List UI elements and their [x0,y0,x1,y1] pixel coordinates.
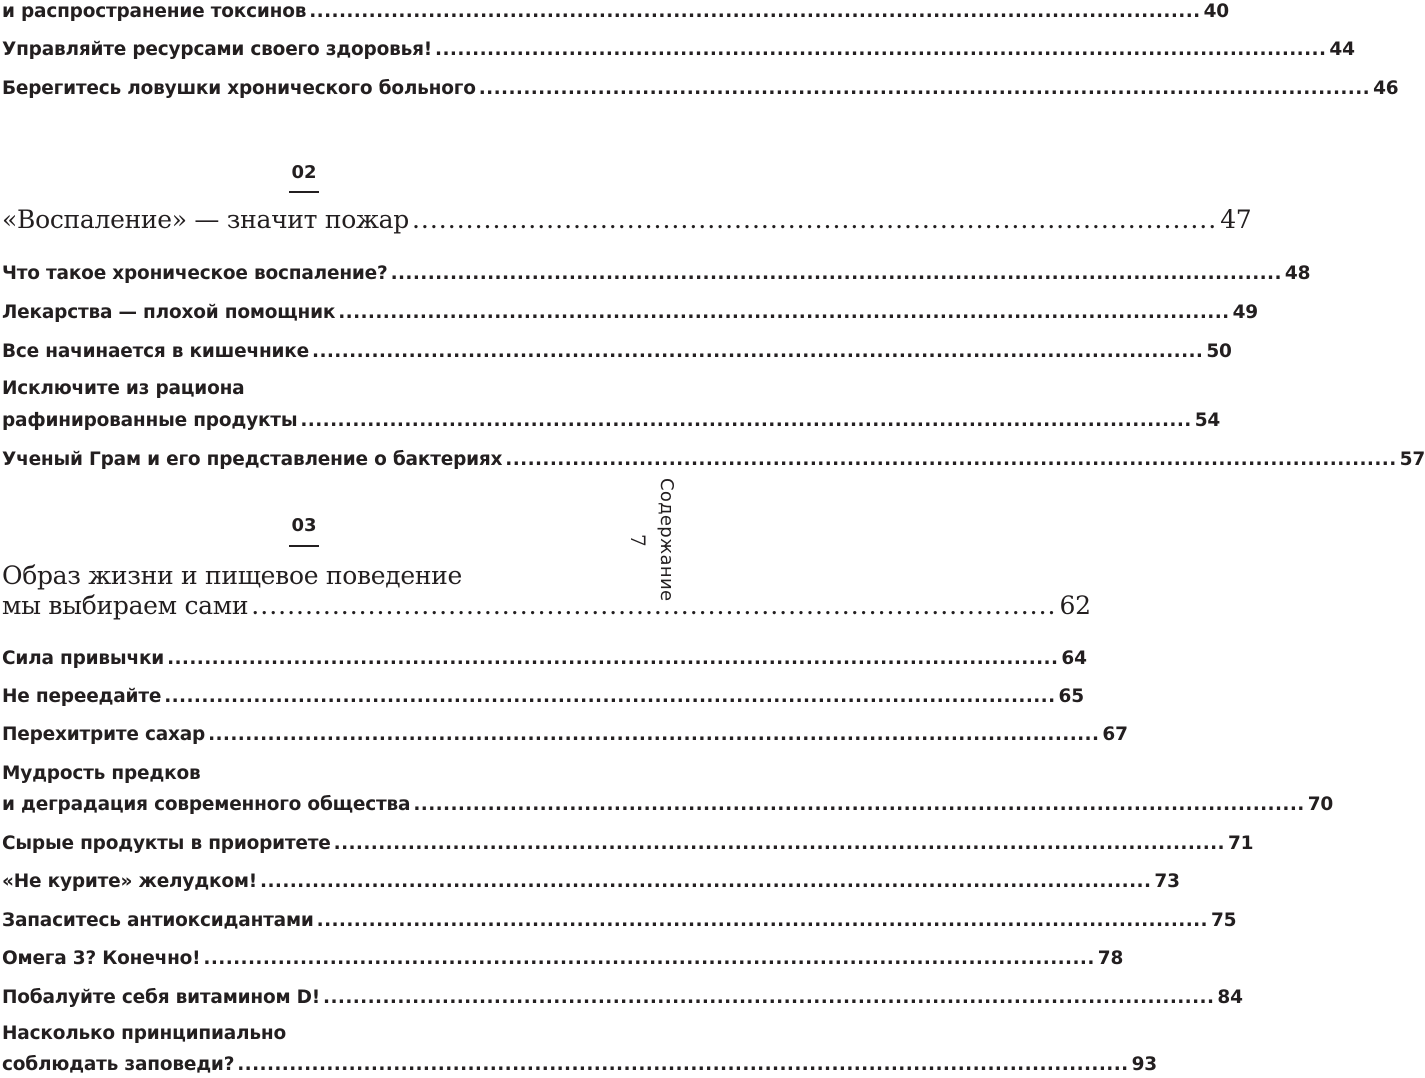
toc-leader: ........................................................................................................................ [478,78,1371,99]
toc-entry[interactable] [2,0,1229,24]
toc-leader: ........................................................................................................................ [203,948,1095,969]
toc-entry[interactable] [2,870,1180,894]
toc-entry-page: 71 [1227,833,1254,854]
toc-entry-page: 46 [1373,78,1399,99]
toc-leader: ........................................................................................................................ [208,724,1100,745]
toc-entry-page: 73 [1154,871,1180,892]
toc-leader: ........................................................................................................................ [260,871,1152,892]
toc-entry[interactable] [2,909,1237,933]
toc-entry-title: Сила привычки [2,648,165,669]
toc-entry-title: Омега 3? Конечно! [2,948,201,969]
toc-leader: ........................................................................................................................ [333,833,1225,854]
toc-entry-page: 78 [1097,948,1124,969]
toc-entry-title: Побалуйте себя витамином D! [2,987,321,1008]
toc-leader: ........................................................................................................................ [435,39,1327,60]
toc-entry-title-line: Мудрость предков [2,763,201,784]
chapter-title: «Воспаление» — значит пожар [2,205,409,234]
toc-entry[interactable] [2,301,1258,325]
toc-entry[interactable] [2,377,1221,433]
toc-leader: ........................................................................................................................ [164,686,1056,707]
toc-entry[interactable] [2,723,1128,747]
chapter-heading[interactable] [2,561,1091,621]
side-page-number: 7 [626,534,650,547]
toc-entry[interactable] [2,38,1355,62]
toc-entry-title-line: Исключите из рациона [2,378,245,399]
toc-leader: .......................................................................................... [251,591,1057,620]
toc-entry-page: 48 [1284,263,1311,284]
toc-leader: ........................................................................................................................ [167,648,1059,669]
chapter-heading[interactable] [2,205,1252,235]
side-section-label: Содержание [656,478,677,602]
chapter-number-rule [289,545,319,547]
toc-entry[interactable] [2,340,1232,364]
toc-entry-title: Не переедайте [2,686,162,707]
toc-entry-title-line: Насколько принципиально [2,1023,286,1044]
toc-entry-title: «Не курите» желудком! [2,871,258,892]
toc-entry[interactable] [2,448,1425,472]
toc-entry-page: 75 [1210,910,1237,931]
toc-leader: ........................................................................................................................ [505,449,1397,470]
chapter-number: 03 [291,515,317,536]
toc-leader: ........................................................................................................................ [237,1054,1129,1075]
toc-leader: .......................................................................................... [411,205,1218,234]
toc-entry[interactable] [2,1022,1157,1077]
toc-entry-page: 40 [1203,1,1229,22]
toc-leader: ........................................................................................................................ [300,410,1192,431]
toc-entry-title: и распространение токсинов [2,1,307,22]
toc-leader: ........................................................................................................................ [316,910,1208,931]
toc-entry[interactable] [2,762,1334,817]
toc-entry-page: 70 [1307,794,1334,815]
chapter-number-rule [289,191,319,193]
toc-entry-title: Ученый Грам и его представление о бактериях [2,449,503,470]
toc-leader: ........................................................................................................................ [390,263,1282,284]
toc-entry[interactable] [2,77,1399,101]
toc-entry[interactable] [2,986,1243,1010]
chapter-title-line: Образ жизни и пищевое поведение [2,561,463,590]
toc-entry-title: Все начинается в кишечнике [2,341,310,362]
toc-entry-title: соблюдать заповеди? [2,1054,235,1075]
toc-leader: ........................................................................................................................ [323,987,1215,1008]
toc-entry-title: Запаситесь антиоксидантами [2,910,314,931]
toc-entry-page: 49 [1232,302,1258,323]
toc-entry-title: Что такое хроническое воспаление? [2,263,388,284]
toc-entry-page: 65 [1058,686,1084,707]
toc-entry-page: 64 [1061,648,1087,669]
toc-entry-page: 93 [1131,1054,1157,1075]
toc-entry-page: 57 [1399,449,1425,470]
toc-entry-title: рафинированные продукты [2,410,298,431]
toc-entry[interactable] [2,262,1311,286]
toc-entry-page: 67 [1102,724,1128,745]
toc-entry-title: Сырые продукты в приоритете [2,833,331,854]
toc-entry-title: Управляйте ресурсами своего здоровья! [2,39,433,60]
toc-entry-page: 84 [1217,987,1243,1008]
toc-entry[interactable] [2,947,1124,971]
toc-entry-page: 50 [1206,341,1232,362]
chapter-title: мы выбираем сами [2,591,249,620]
chapter-number: 02 [291,162,317,183]
toc-entry[interactable] [2,685,1084,709]
chapter-page: 62 [1059,591,1091,620]
chapter-page: 47 [1220,205,1252,234]
toc-entry-page: 54 [1194,410,1221,431]
toc-leader: ........................................................................................................................ [312,341,1204,362]
toc-entry-title: Лекарства — плохой помощник [2,302,336,323]
toc-entry[interactable] [2,647,1087,671]
toc-entry-title: Перехитрите сахар [2,724,206,745]
toc-entry-page: 44 [1329,39,1355,60]
toc-leader: ........................................................................................................................ [309,1,1201,22]
toc-leader: ........................................................................................................................ [338,302,1230,323]
toc-entry-title: Берегитесь ловушки хронического больного [2,78,476,99]
toc-leader: ........................................................................................................................ [413,794,1305,815]
toc-entry[interactable] [2,832,1254,856]
toc-entry-title: и деградация современного общества [2,794,411,815]
